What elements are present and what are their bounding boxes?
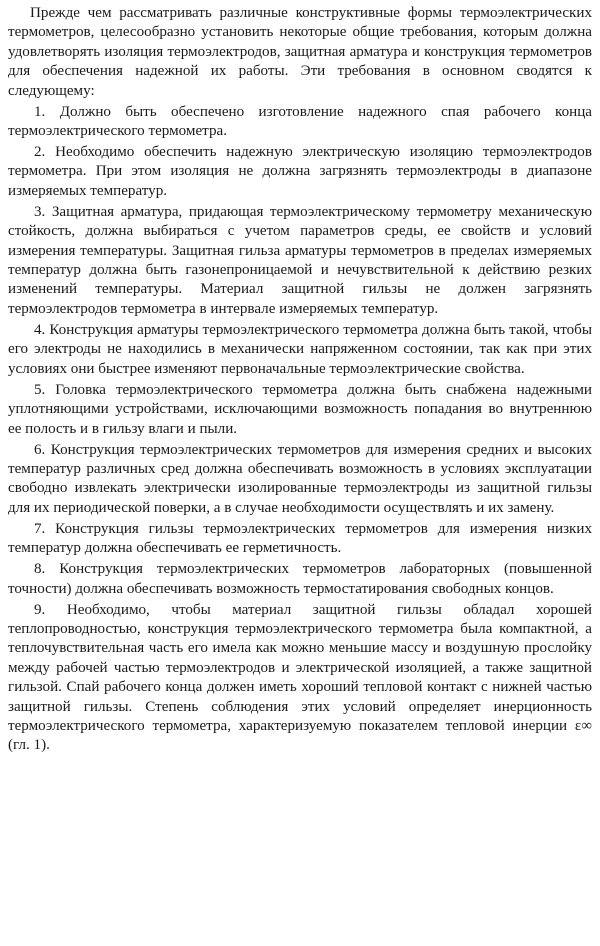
requirement-3: 3. Защитная арматура, придающая термоэлектрическому термометру механическую стойкость, должна выбираться с учетом параметров среды, ее свойств и условий измерения температуры. Защитная гильза арматуры термометров в пределах измеряемых температур должна быть газонепроницаемой и нечувствительной к действию резких изменений температуры. Материал защитной гильзы не должен загрязнять термоэлектродов термометра в интервале измеряемых температур. (8, 203, 592, 317)
requirement-2: 2. Необходимо обеспечить надежную электрическую изоляцию термоэлектродов термометра. При этом изоляция не должна загрязнять термоэлектроды в диапазоне измеряемых температур. (8, 144, 592, 199)
requirement-5: 5. Головка термоэлектрического термометра должна быть снабжена надежными уплотняющими устройствами, исключающими возможность попадания во внутреннюю ее полость и в гильзу влаги и пыли. (8, 381, 592, 437)
intro-paragraph: Прежде чем рассматривать различные конструктивные формы термоэлектрических термометров, целесообразно установить некоторые общие требования, которым должна удовлетворять изоляция термоэлектродов, защитная арматура и конструкция термометров для обеспечения надежной их работы. Эти требования в основном сводятся к следующему: (8, 5, 592, 99)
requirement-9: 9. Необходимо, чтобы материал защитной гильзы обладал хорошей теплопроводностью, конструкция термоэлектрического термометра была компактной, а теплочувствительная часть его имела как можно меньшие массу и воздушную прослойку между рабочей частью термоэлектродов и электрической изоляцией, а также защитной гильзой. Спай рабочего конца должен иметь хороший тепловой контакт с нижней частью защитной гильзы. Степень соблюдения этих условий определяет инерционность термоэлектрического термометра, характеризуемую показателем тепловой инерции ε∞ (гл. 1). (8, 601, 592, 754)
requirement-6: 6. Конструкция термоэлектрических термометров для измерения средних и высоких температур различных сред должна обеспечивать возможность в условиях эксплуатации свободно извлекать электрически изолированные термоэлектроды из защитной гильзы для их периодической поверки, а в случае необходимости осуществлять и их замену. (8, 441, 592, 516)
requirement-8: 8. Конструкция термоэлектрических термометров лабораторных (повышенной точности) должна обеспечивать возможность термостатирования свободных концов. (8, 561, 592, 597)
requirement-7: 7. Конструкция гильзы термоэлектрических термометров для измерения низких температур должна обеспечивать ее герметичность. (8, 520, 592, 557)
requirement-4: 4. Конструкция арматуры термоэлектрического термометра должна быть такой, чтобы его электроды не находились в механически напряженном состоянии, так как при этих условиях они быстрее изменяют первоначальные термоэлектрические свойства. (8, 321, 592, 377)
requirement-1: 1. Должно быть обеспечено изготовление надежного спая рабочего конца термоэлектрического термометра. (8, 103, 592, 140)
